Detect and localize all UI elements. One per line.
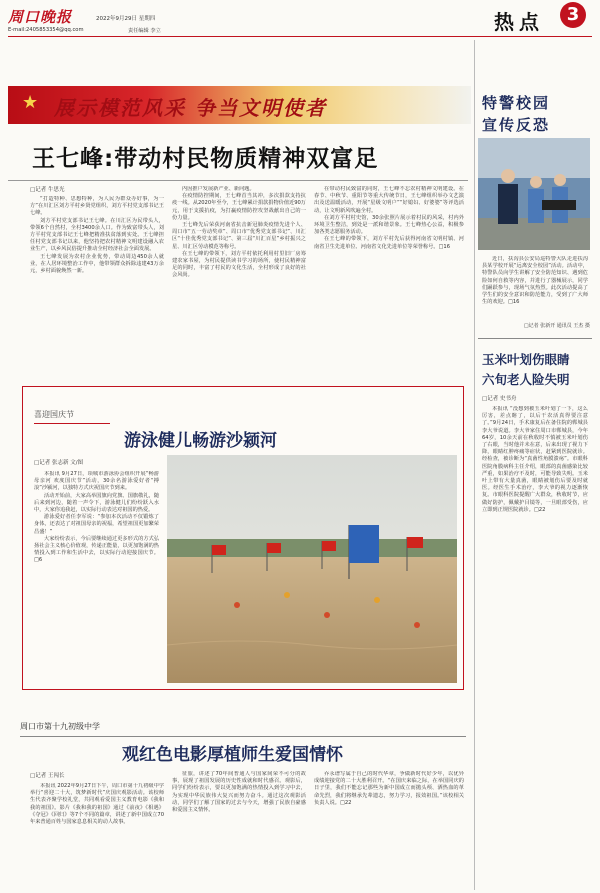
section-name: 热点: [494, 10, 544, 34]
paragraph: 内因推户发展新产业、新问题。: [182, 186, 255, 192]
paragraph: 在疫情防控期间，王七峰首当其冲，多次捐款支持抗疫一线。从2020年至今，王七峰累计捐款捐物价值近90万元，用于支援抗疫，为打赢疫情防控攻坚战献出自己的一份力量。: [172, 193, 306, 221]
paragraph: 在王七峰的带领下，刘方平村依托利用村里旧厂房筹建农家书屋，为村民提供读书学习的场所，使村民精神富足的同时，丰富了村民的文化生活，全村形成了良好的社会风尚。: [172, 250, 306, 279]
swimmer-icon: [414, 622, 420, 628]
film-byline: □记者 王闯长: [30, 773, 65, 779]
banner-band: [8, 86, 471, 124]
police-school-photo: [478, 138, 590, 250]
swimmer-icon: [324, 612, 330, 618]
paragraph: 王七峰发展为农村企业优势，带动周边450余人就业，在人居环境整治工作中，他带领群众拆除违建43万余元，乡村面貌焕然一新。: [30, 253, 164, 275]
banner-byline: □记者 牛思光: [30, 187, 65, 193]
right-rule: [478, 338, 592, 339]
equipment-icon: [542, 200, 576, 210]
film-col-3: [314, 771, 464, 887]
column-divider: [474, 40, 475, 890]
banner-col-2: [172, 186, 306, 368]
corn-byline: □记者 史书舟: [482, 396, 517, 402]
banner-col-3: [314, 186, 464, 368]
swimming-photo: [167, 455, 457, 683]
banner-col-1: [30, 196, 164, 368]
corn-headline-2: 六旬老人险失明: [482, 372, 570, 387]
swimmer-icon: [374, 597, 380, 603]
student-figure: [528, 176, 544, 223]
paragraph: 在王七峰的带领下，刘方平村先后获得河南省文明村镇、河南省卫生先进单位、河南省文化先进单位等荣誉称号。□16: [314, 236, 464, 250]
festival-headline: 游泳健儿畅游沙颍河: [124, 431, 277, 451]
editor-line: 责任编辑 李立: [128, 28, 161, 34]
swimmer-icon: [234, 602, 240, 608]
paragraph: 刘方平村党支部书记王七峰。在川汇区为民带头人，带领6个自然村，全村3400余人口。作为致富带头人，刘方平村党支部书记王七峰把精准扶贫落到实处。王七峰担任村党支部书记以来，他坚持把农村精神文明建设融入农业生产，以乡风民俗提升推动全村经济社会全面发展。: [30, 217, 164, 253]
paragraph: 大家纷纷表示，今后要继续通过更多形式的方式弘扬社会主义核心价值观，传递正能量，以更加饱满的热情投入到工作和生活中去，以实际行动迎接国庆节。□6: [34, 535, 159, 564]
swimmer-icon: [284, 592, 290, 598]
paragraph: 游泳爱好者任李军说：“参加本次活动不仅锻炼了身体，还表达了对祖国母亲的祝福，希望祖国更加繁荣昌盛！”: [34, 514, 159, 535]
paragraph: 在刘方平村村史馆，30余张照片展示着村民的风采，村内外环境卫生整洁，到处是一派和谐景象。王七峰热心公益，积极参加各类志愿服务活动。: [314, 214, 464, 236]
corn-headline-1: 玉米叶划伤眼睛: [482, 352, 570, 367]
festival-byline: □记者 张志新 文/图: [34, 460, 84, 466]
paragraph: 王七峰先后荣获河南省抗击新冠肺炎疫情先进个人、周口市“五一劳动奖章”、周口市“优秀党支部书记”、川汇区“十佳优秀党支部书记”、第三届“川汇百星”乡村振兴之星、川汇区劳动模范等称号。: [172, 222, 306, 250]
paper-name: 周口晚报: [8, 8, 73, 26]
masthead-rule: [8, 36, 592, 37]
email-line: E-mail:2405853354@qq.com: [8, 27, 84, 33]
photo-story-headline-1: 特警校园: [482, 94, 551, 112]
film-headline: 观红色电影厚植师生爱国情怀: [122, 745, 343, 765]
date-line: 2022年9月29日 星期四: [96, 16, 156, 22]
photo-story-byline: □记者 张新开 通讯员 王杰 摄: [523, 323, 590, 329]
banner-slogan: 展示模范风采 争当文明使者: [54, 96, 327, 120]
corn-body: 本报讯 “没想到被玉米叶划了一下，这么厉害，差点瞎了，以后干农活真得要注意了。”9月24日，手术康复后在备住院的郸城县李大爷说道。李大爷家住周口市郸城县，今年64岁，10余天前在秋收时不慎被玉米叶划伤了右眼，当时他并未在意，后来出现了视力下降，眼睛红肿疼痛等症状，赶紧到医院就诊。经检查，被诊断为“真菌性角膜溃疡”。市眼科医院角膜病科主任介绍，眼部的真菌感染比较严重，如果治疗不及时，可能导致失明。玉米叶上带有大量真菌，眼睛被划伤后要及时就医。经医生手术治疗，李大爷的视力逐渐恢复。市眼科医院提醒广大群众，秋收时节，应做好防护，佩戴护目镜等，一旦眼部受伤，应立即到正规医院就诊。□22: [482, 406, 588, 513]
headline-rule: [8, 180, 468, 181]
photo-story-body: 近日，扶沟县公安局巡特警大队走进扶沟县某学校开展“远离安全校园”活动。活动中，特警队员向学生讲解了安全防范知识、遇到危险如何自救等内容，并进行了器械展示，同学们踊跃参与，现场气氛热烈。此次活动提高了学生们的安全意识和防范能力，受到了广大师生的欢迎。□16: [482, 256, 588, 306]
photo-story-headline-2: 宣传反恐: [482, 116, 551, 134]
film-col-1: [30, 783, 164, 887]
festival-label: 喜迎国庆节: [34, 402, 110, 424]
paragraph: 活动开始前，大家高举国旗向党旗、国旗敬礼，随后来到河边，随着一声令下，游泳健儿们纷纷跃入水中，大家你追我赶，以实际行动表达对祖国的热爱。: [34, 492, 159, 514]
paragraph: “打造特种、思想特种，为人民为群众办好事，为一方”在川汇区刘方平村乡贤党组织，刘方平村党支部书记王七峰。: [30, 196, 164, 217]
star-icon: ★: [22, 92, 39, 113]
film-col-2: [172, 771, 306, 887]
film-kicker: 周口市第十九初级中学: [20, 722, 100, 731]
masthead: [0, 0, 600, 62]
label-underline: [34, 423, 110, 424]
banner-headline: 王七峰:带动村民物质精神双富足: [32, 146, 379, 172]
page-number-badge: [560, 2, 586, 28]
paragraph: 本报讯 2022年9月27日下午，周口市第十九初级中学举行“喜迎二十大，筑梦新时代”庆国庆观影活动。该校师生代表齐聚学校礼堂，共同观看爱国主义教育电影《我和我的祖国》。影片《我和我的祖国》通过《前夜》《相遇》《夺冠》《回归》等7个不同的篇章，讲述了新中国成立70年来普通百姓与国家息息相关的动人故事。: [30, 783, 164, 826]
student-figure: [552, 174, 568, 223]
paragraph: 本报讯 9月27日，项城市游泳协会组织开展“畅游母亲河 欢度国庆节”活动，30余名游泳爱好者“搏浪”沙颍河，以独特方式庆祝国庆节到来。: [34, 471, 159, 492]
paragraph: 乔永谱写属于自己的时代华章，争做新时代好少年，以优异成绩迎接党的二十大胜利召开。“在国庆来临之际，在举国同庆的日子里，我们不能忘记那些为新中国成立而抛头颅、洒热血的革命先烈，我们将继承先辈遗志，努力学习，报效祖国。”该校相关负责人说。□22: [314, 771, 464, 806]
paragraph: 征旅，讲述了70年间普通人与国家间荣不可分的故事，展现了祖国发展的历史性成就和时代感召。观影后，同学们纷纷表示，要以更加饱满的热情投入到学习中去，为实现中华民族伟大复兴而努力奋斗。通过这次观影活动，同学们了解了国家的过去与今天，增强了民族自豪感和爱国主义情怀。: [172, 771, 306, 814]
paragraph: 在带动村民致富的同时，王七峰不忘农村精神文明建设。在春节、中秋节、重阳节等重大传统节日，王七峰组织举办文艺演出及送温暖活动，开展“星级文明户”“好媳妇、好婆婆”等评选活动，让文明新风吹遍全村。: [314, 186, 464, 214]
festival-body: [34, 471, 159, 681]
kicker-rule: [20, 736, 466, 737]
page-number: 3: [566, 4, 580, 25]
